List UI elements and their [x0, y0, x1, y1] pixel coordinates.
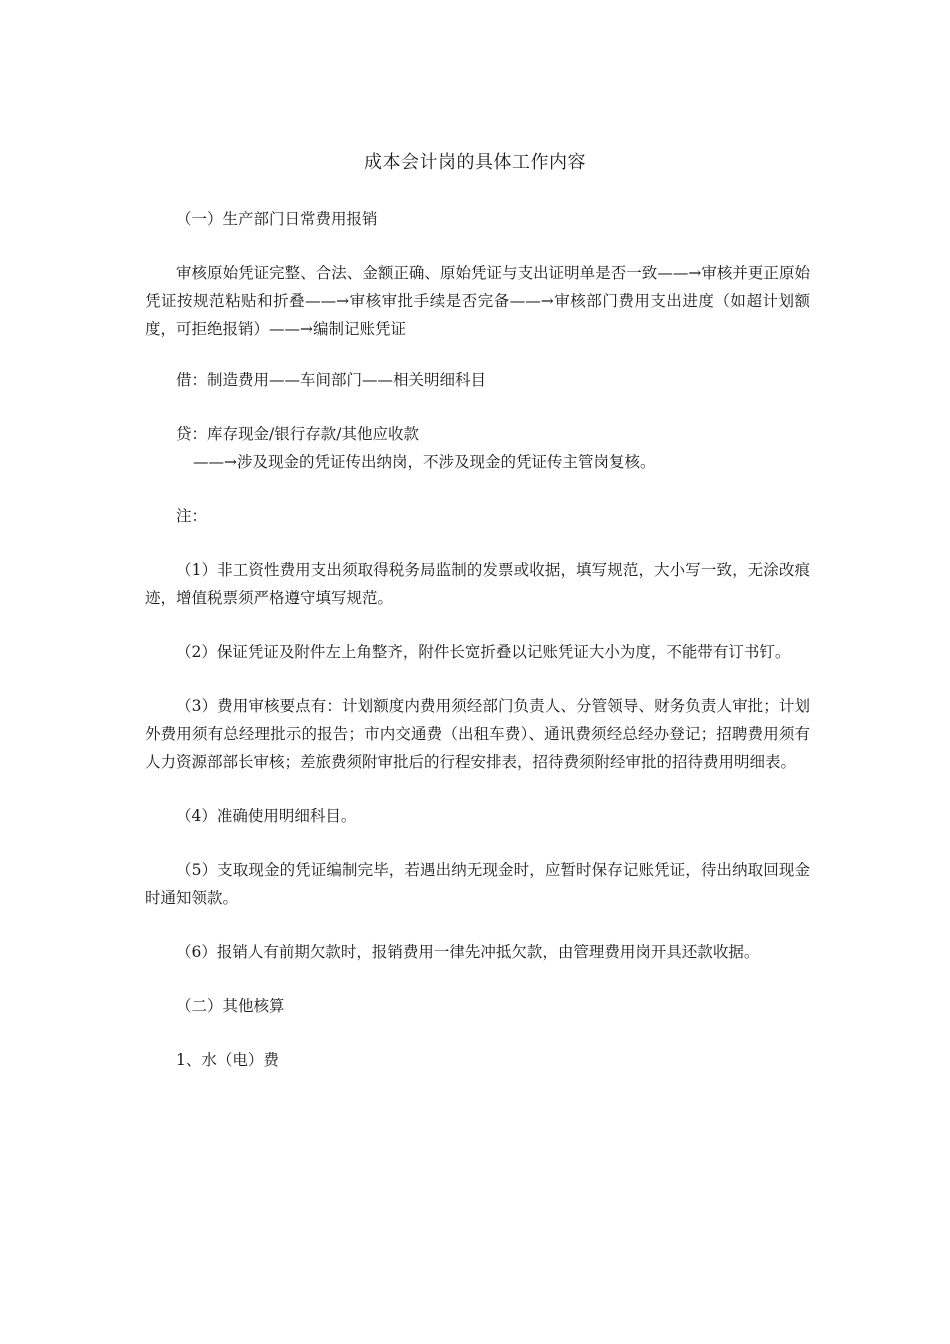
- section-heading-2: （二）其他核算: [176, 997, 285, 1015]
- note-item-3: （3）费用审核要点有：计划额度内费用须经部门负责人、分管领导、财务负责人审批；计划外费用须有总经理批示的报告；市内交通费（出租车费）、通讯费须经总经办登记；招聘费用须有人力资源部部长审核；差旅费须附审批后的行程安排表，招待费须附经审批的招待费用明细表。: [145, 697, 810, 771]
- voucher-transfer-note: ——→涉及现金的凭证传出纳岗，不涉及现金的凭证传主管岗复核。: [193, 453, 656, 471]
- subsection-item-1: 1、水（电）费: [176, 1051, 279, 1069]
- section-heading-1: （一）生产部门日常费用报销: [176, 210, 378, 228]
- note-item-4: （4）准确使用明细科目。: [176, 807, 357, 825]
- note-item-2: （2）保证凭证及附件左上角整齐，附件长宽折叠以记账凭证大小为度，不能带有订书钉。: [176, 643, 791, 661]
- process-flow-paragraph: 审核原始凭证完整、合法、金额正确、原始凭证与支出证明单是否一致——→审核并更正原始凭证按规范粘贴和折叠——→审核审批手续是否完备——→审核部门费用支出进度（如超计划额度，可拒绝报销）——→编制记账凭证: [145, 264, 810, 338]
- note-item-1: （1）非工资性费用支出须取得税务局监制的发票或收据，填写规范，大小写一致，无涂改痕迹，增值税票须严格遵守填写规范。: [145, 561, 810, 607]
- debit-entry: 借：制造费用——车间部门——相关明细科目: [176, 371, 487, 389]
- note-label: 注：: [176, 507, 208, 525]
- note-item-5: （5）支取现金的凭证编制完毕，若遇出纳无现金时，应暂时保存记账凭证，待出纳取回现金时通知领款。: [145, 861, 810, 907]
- document-body: [145, 205, 810, 1074]
- credit-entry: 贷：库存现金/银行存款/其他应收款: [176, 425, 419, 443]
- document-title: 成本会计岗的具体工作内容: [364, 152, 586, 173]
- note-item-6: （6）报销人有前期欠款时，报销费用一律先冲抵欠款，由管理费用岗开具还款收据。: [176, 943, 760, 961]
